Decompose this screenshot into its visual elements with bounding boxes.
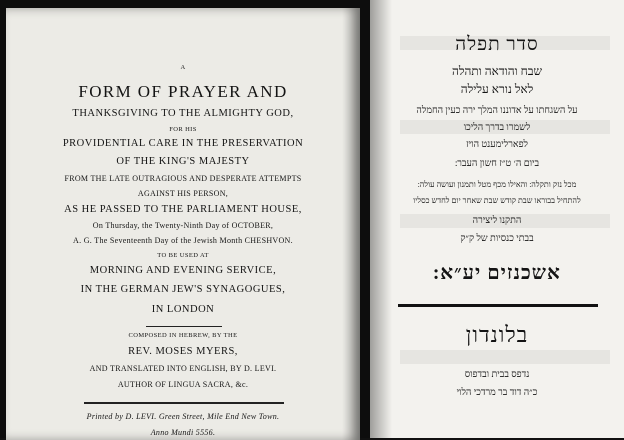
title-line-8: On Thursday, the Twenty-Ninth Day of OCTOBER,: [92, 221, 274, 230]
hebrew-line-8: מכל נזק ותקלה ׃ והאילו מכף מטל ותמנון ועושה עולה ׃: [417, 180, 577, 189]
hebrew-line-14: נדפס בבית ובדפוס: [464, 370, 530, 380]
hebrew-line-10: התקנו ליצירה: [472, 216, 522, 226]
title-line-6: AGAINST HIS PERSON,: [137, 189, 229, 198]
show-through: [400, 350, 610, 364]
hebrew-line-2: שבח והודאה ותהלה: [451, 64, 543, 78]
line-a: A: [180, 64, 186, 71]
hebrew-title-page: [370, 0, 624, 438]
title-line-4: OF THE KING'S MAJESTY: [116, 156, 250, 167]
title-line-9: A. G. The Seventeenth Day of the Jewish Month CHESHVON.: [73, 236, 293, 245]
short-rule: [146, 326, 222, 327]
hebrew-rule: [398, 304, 598, 307]
imprint-line: Printed by D. LEVI. Green Street, Mile End New Town.: [86, 412, 280, 421]
date-line: Anno Mundi 5556.: [150, 428, 216, 437]
title-line-1: FORM OF PRAYER AND: [78, 82, 288, 101]
hebrew-line-9: להתחיל בבוראו שבת קודש שבת שאחר יום לחדש כסליו: [413, 196, 581, 205]
hebrew-line-5: לשמרו בדרך הליכו: [463, 123, 531, 133]
hebrew-line-7: ביום ה׳ ט״ז חשון העבר ׃: [454, 159, 540, 169]
title-line-5: FROM THE LATE OUTRAGIOUS AND DESPERATE ATTEMPTS: [64, 174, 302, 183]
composed-line: COMPOSED IN HEBREW, BY THE: [128, 332, 238, 339]
title-line-3: PROVIDENTIAL CARE IN THE PRESERVATION: [62, 138, 304, 149]
title-line-7: AS HE PASSED TO THE PARLIAMENT HOUSE,: [64, 204, 302, 215]
hebrew-line-6: לפארלימענט הויז: [466, 140, 528, 150]
title-line-13: IN LONDON: [151, 304, 215, 315]
title-line-10: TO BE USED AT: [157, 252, 209, 259]
hebrew-city: בלונדון: [465, 322, 529, 347]
for-his: FOR HIS: [169, 126, 197, 133]
author-of-line: AUTHOR OF LINGUA SACRA, &c.: [117, 380, 249, 389]
hebrew-line-12: אשכנזים יע״א ׃: [433, 262, 561, 284]
double-rule: [84, 402, 284, 404]
hebrew-line-4: על השגחתו על אדוננו המלך ירה כעין החמלה: [416, 106, 578, 116]
hebrew-line-11: בבתי כנסיות של ק״ק: [460, 234, 534, 244]
hebrew-line-3: לאל נורא עלילה: [460, 82, 534, 96]
translator-line: AND TRANSLATED INTO ENGLISH, BY D. LEVI.: [89, 364, 277, 373]
title-line-2: THANKSGIVING TO THE ALMIGHTY GOD,: [72, 108, 294, 119]
hebrew-title: סדר תפלה: [455, 34, 539, 55]
author-line: REV. MOSES MYERS,: [128, 346, 238, 357]
title-line-11: MORNING AND EVENING SERVICE,: [89, 265, 277, 276]
hebrew-line-15: כ״ה דוד בר מרדכי הלוי: [456, 388, 538, 398]
english-title-page: [6, 8, 360, 440]
title-line-12: IN THE GERMAN JEW'S SYNAGOGUES,: [80, 284, 286, 295]
